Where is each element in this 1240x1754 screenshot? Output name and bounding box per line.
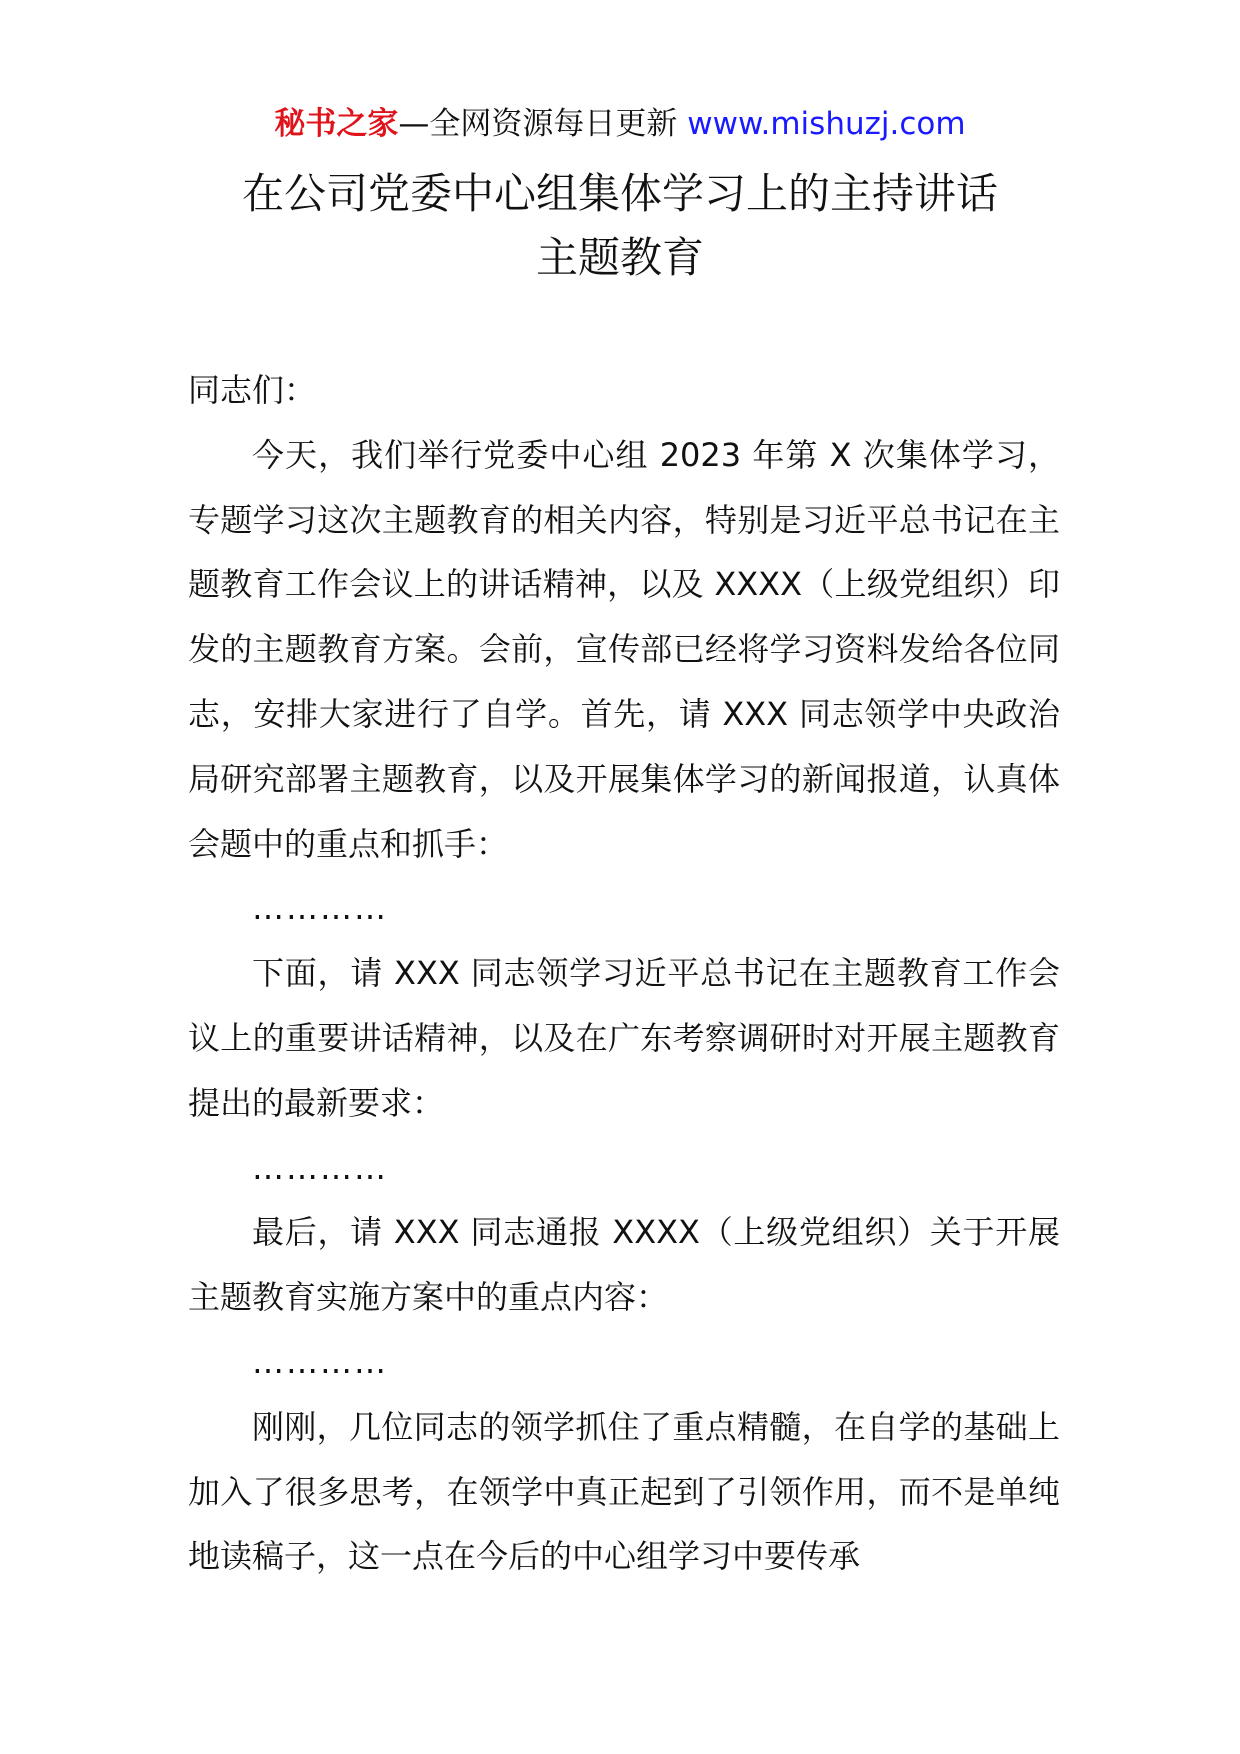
paragraph-final-lead: 最后，请 XXX 同志通报 XXXX（上级党组织）关于开展主题教育实施方案中的重点内容： — [188, 1213, 1060, 1317]
paragraph-second-lead: 下面，请 XXX 同志领学习近平总书记在主题教育工作会议上的重要讲话精神，以及在广东考察调研时对开展主题教育提出的最新要求： — [188, 954, 1060, 1122]
ellipsis-placeholder: ………… — [252, 889, 388, 928]
document-body — [188, 358, 1060, 1589]
title-line-1: 在公司党委中心组集体学习上的主持讲话 — [241, 169, 998, 218]
brand-name: 秘书之家 — [274, 106, 399, 142]
ellipsis-placeholder: ………… — [252, 1342, 388, 1381]
paragraph-summary: 刚刚，几位同志的领学抓住了重点精髓，在自学的基础上加入了很多思考，在领学中真正起到了引领作用，而不是单纯地读稿子，这一点在今后的中心组学习中要传承 — [188, 1407, 1060, 1576]
salutation: 同志们： — [188, 371, 317, 409]
paragraph-opening: 今天，我们举行党委中心组 2023 年第 X 次集体学习，专题学习这次主题教育的相关内容，特别是习近平总书记在主题教育工作会议上的讲话精神，以及 XXXX（上级党组织）印发的主题教育方案。会前，宣传部已经将学习资料发给各位同志，安排大家进行了自学。首先，请 XXX 同志领学中央政治局研究部署主题教育，以及开展集体学习的新闻报道，认真体会题中的重点和抓手： — [188, 435, 1060, 863]
ellipsis-placeholder: ………… — [252, 1148, 388, 1187]
document-title — [0, 162, 1240, 290]
header-slogan: —全网资源每日更新 — [398, 106, 688, 142]
site-url-link[interactable]: www.mishuzj.com — [687, 106, 966, 142]
site-header — [0, 100, 1240, 148]
title-line-2: 主题教育 — [535, 233, 704, 282]
